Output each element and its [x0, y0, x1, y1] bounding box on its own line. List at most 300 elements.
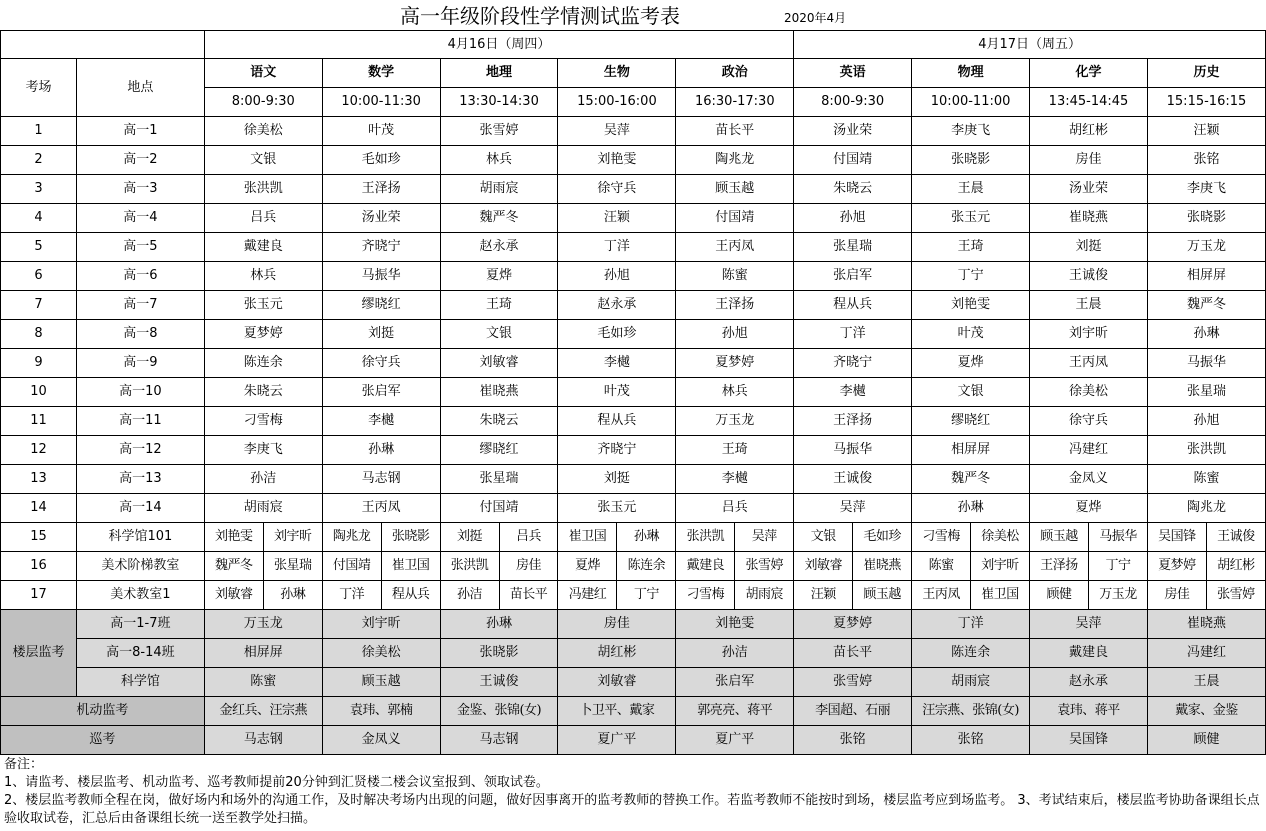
room-number: 12: [1, 436, 77, 465]
proctor-cell: 房佳: [1030, 146, 1148, 175]
time-header: 16:30-17:30: [676, 88, 794, 117]
proctor-cell: 王泽扬: [676, 291, 794, 320]
proctor-cell: 张星瑞: [263, 552, 322, 581]
day1-header: 4月16日（周四）: [204, 31, 793, 59]
room-location: 高一1: [76, 117, 204, 146]
floor-monitor-cell: 王晨: [1147, 668, 1265, 697]
floor-monitor-cell: 张启军: [676, 668, 794, 697]
proctor-cell: 夏烨: [912, 349, 1030, 378]
proctor-cell: 缪晓红: [912, 407, 1030, 436]
notes-title: 备注：: [4, 757, 44, 772]
proctor-cell: 李樾: [676, 465, 794, 494]
proctor-cell: 刘挺: [1030, 233, 1148, 262]
proctor-cell: 张雪婷: [735, 552, 794, 581]
subject-header: 历史: [1147, 59, 1265, 88]
page-date: 2020年4月: [784, 11, 847, 25]
room-number: 15: [1, 523, 77, 552]
proctor-cell: 顾玉越: [1030, 523, 1089, 552]
subject-header: 英语: [794, 59, 912, 88]
proctor-cell: 相屏屏: [912, 436, 1030, 465]
subject-header: 数学: [322, 59, 440, 88]
floor-monitor-label: 楼层监考: [1, 610, 77, 697]
proctor-cell: 张启军: [794, 262, 912, 291]
proctor-cell: 毛如珍: [322, 146, 440, 175]
time-header: 8:00-9:30: [204, 88, 322, 117]
floor-location: 科学馆: [76, 668, 204, 697]
schedule-body: [1, 31, 1266, 755]
floor-monitor-cell: 刘敏睿: [558, 668, 676, 697]
proctor-cell: 刘挺: [322, 320, 440, 349]
proctor-cell: 崔晓燕: [1030, 204, 1148, 233]
proctor-cell: 汤业荣: [794, 117, 912, 146]
proctor-cell: 徐守兵: [322, 349, 440, 378]
proctor-cell: 房佳: [1147, 581, 1206, 610]
floor-monitor-cell: 张雪婷: [794, 668, 912, 697]
proctor-cell: 戴建良: [204, 233, 322, 262]
proctor-cell: 夏烨: [558, 552, 617, 581]
proctor-cell: 苗长平: [499, 581, 558, 610]
mobile-monitor-cell: 卜卫平、戴家: [558, 697, 676, 726]
proctor-cell: 顾玉越: [853, 581, 912, 610]
table-row: [1, 349, 1266, 378]
day-header-row: [1, 31, 1266, 59]
proctor-cell: 张雪婷: [1206, 581, 1265, 610]
table-row: [1, 436, 1266, 465]
table-row: [1, 407, 1266, 436]
proctor-cell: 毛如珍: [558, 320, 676, 349]
subject-header: 语文: [204, 59, 322, 88]
proctor-cell: 朱晓云: [440, 407, 558, 436]
floor-monitor-cell: 戴建良: [1030, 639, 1148, 668]
proctor-cell: 陈蜜: [1147, 465, 1265, 494]
proctor-cell: 崔晓燕: [440, 378, 558, 407]
floor-monitor-cell: 丁洋: [912, 610, 1030, 639]
room-number: 1: [1, 117, 77, 146]
proctor-cell: 刘宇昕: [971, 552, 1030, 581]
proctor-cell: 刘敏睿: [794, 552, 853, 581]
floor-row: [1, 668, 1266, 697]
proctor-cell: 文银: [912, 378, 1030, 407]
room-location: 高一9: [76, 349, 204, 378]
room-location: 高一13: [76, 465, 204, 494]
table-row: [1, 291, 1266, 320]
proctor-cell: 魏严冬: [204, 552, 263, 581]
proctor-cell: 刘艳雯: [204, 523, 263, 552]
floor-monitor-cell: 张晓影: [440, 639, 558, 668]
proctor-cell: 刁雪梅: [912, 523, 971, 552]
proctor-cell: 孙琳: [617, 523, 676, 552]
time-header: 10:00-11:30: [322, 88, 440, 117]
proctor-cell: 张玉元: [912, 204, 1030, 233]
proctor-cell: 陶兆龙: [676, 146, 794, 175]
proctor-cell: 崔晓燕: [853, 552, 912, 581]
floor-monitor-cell: 刘艳雯: [676, 610, 794, 639]
proctor-cell: 徐守兵: [1030, 407, 1148, 436]
proctor-cell: 冯建红: [1030, 436, 1148, 465]
proctor-cell: 金凤义: [1030, 465, 1148, 494]
floor-location: 高一8-14班: [76, 639, 204, 668]
room-number: 7: [1, 291, 77, 320]
proctor-cell: 叶茂: [912, 320, 1030, 349]
table-row: [1, 320, 1266, 349]
proctor-cell: 张铭: [1147, 146, 1265, 175]
patrol-label: 巡考: [1, 726, 205, 755]
proctor-cell: 赵永承: [440, 233, 558, 262]
proctor-cell: 李樾: [322, 407, 440, 436]
proctor-cell: 张玉元: [204, 291, 322, 320]
mobile-monitor-cell: 袁玮、蒋平: [1030, 697, 1148, 726]
room-location: 高一3: [76, 175, 204, 204]
proctor-cell: 孙旭: [1147, 407, 1265, 436]
proctor-cell: 文银: [440, 320, 558, 349]
floor-row: [1, 610, 1266, 639]
proctor-cell: 张洪凯: [1147, 436, 1265, 465]
proctor-cell: 齐晓宁: [558, 436, 676, 465]
table-row: [1, 175, 1266, 204]
proctor-cell: 房佳: [499, 552, 558, 581]
patrol-cell: 夏广平: [676, 726, 794, 755]
floor-monitor-cell: 陈蜜: [204, 668, 322, 697]
room-number: 9: [1, 349, 77, 378]
proctor-cell: 张晓影: [912, 146, 1030, 175]
time-header: 13:45-14:45: [1030, 88, 1148, 117]
table-row: [1, 523, 1266, 552]
proctor-cell: 孙旭: [794, 204, 912, 233]
room-number: 8: [1, 320, 77, 349]
patrol-cell: 张铭: [912, 726, 1030, 755]
patrol-cell: 夏广平: [558, 726, 676, 755]
proctor-cell: 万玉龙: [676, 407, 794, 436]
proctor-cell: 刘宇昕: [263, 523, 322, 552]
proctor-cell: 吕兵: [204, 204, 322, 233]
proctor-cell: 李樾: [558, 349, 676, 378]
proctor-cell: 文银: [794, 523, 853, 552]
floor-monitor-cell: 孙洁: [676, 639, 794, 668]
proctor-cell: 崔卫国: [381, 552, 440, 581]
table-row: [1, 552, 1266, 581]
day2-header: 4月17日（周五）: [794, 31, 1266, 59]
floor-monitor-cell: 吴萍: [1030, 610, 1148, 639]
proctor-cell: 马振华: [1147, 349, 1265, 378]
proctor-cell: 孙琳: [912, 494, 1030, 523]
floor-monitor-cell: 赵永承: [1030, 668, 1148, 697]
patrol-cell: 顾健: [1147, 726, 1265, 755]
proctor-cell: 孙琳: [322, 436, 440, 465]
floor-monitor-cell: 陈连余: [912, 639, 1030, 668]
proctor-cell: 夏梦婷: [1147, 552, 1206, 581]
proctor-cell: 孙琳: [263, 581, 322, 610]
proctor-cell: 陶兆龙: [1147, 494, 1265, 523]
proctor-cell: 张洪凯: [440, 552, 499, 581]
proctor-cell: 付国靖: [322, 552, 381, 581]
proctor-cell: 王诚俊: [1206, 523, 1265, 552]
floor-monitor-cell: 徐美松: [322, 639, 440, 668]
floor-monitor-cell: 房佳: [558, 610, 676, 639]
proctor-cell: 戴建良: [676, 552, 735, 581]
proctor-cell: 陈蜜: [676, 262, 794, 291]
proctor-cell: 刁雪梅: [204, 407, 322, 436]
proctor-cell: 付国靖: [794, 146, 912, 175]
note-2: 2、楼层监考教师全程在岗，做好场内和场外的沟通工作，及时解决考场内出现的问题，做好因事离开的监考教师的替换工作。若监考教师不能按时到场，楼层监考应到场监考。 3、考试结束后，楼层监考协助备课组长点验收取试卷，汇总后由备课组长统一送至教学处扫描。: [4, 793, 1260, 826]
proctor-cell: 吴萍: [558, 117, 676, 146]
proctor-cell: 胡雨宸: [440, 175, 558, 204]
time-header: 15:00-16:00: [558, 88, 676, 117]
proctor-cell: 马振华: [794, 436, 912, 465]
table-row: [1, 233, 1266, 262]
proctor-cell: 刘艳雯: [912, 291, 1030, 320]
room-number: 17: [1, 581, 77, 610]
room-location: 高一5: [76, 233, 204, 262]
proctor-cell: 缪晓红: [322, 291, 440, 320]
floor-monitor-cell: 顾玉越: [322, 668, 440, 697]
proctor-cell: 刘敏睿: [204, 581, 263, 610]
proctor-cell: 刘敏睿: [440, 349, 558, 378]
room-location: 高一8: [76, 320, 204, 349]
subject-header: 化学: [1030, 59, 1148, 88]
proctor-cell: 林兵: [676, 378, 794, 407]
proctor-cell: 王丙凤: [1030, 349, 1148, 378]
proctor-cell: 朱晓云: [204, 378, 322, 407]
mobile-monitor-cell: 汪宗燕、张锦(女): [912, 697, 1030, 726]
proctor-cell: 吴萍: [794, 494, 912, 523]
proctor-cell: 程从兵: [794, 291, 912, 320]
proctor-cell: 徐美松: [971, 523, 1030, 552]
proctor-cell: 丁宁: [617, 581, 676, 610]
room-location: 高一11: [76, 407, 204, 436]
proctor-cell: 陶兆龙: [322, 523, 381, 552]
proctor-cell: 王丙凤: [676, 233, 794, 262]
proctor-cell: 丁洋: [558, 233, 676, 262]
time-header: 8:00-9:30: [794, 88, 912, 117]
proctor-cell: 夏烨: [440, 262, 558, 291]
table-row: [1, 494, 1266, 523]
proctor-cell: 胡红彬: [1030, 117, 1148, 146]
proctor-cell: 马志钢: [322, 465, 440, 494]
room-location: 美术教室1: [76, 581, 204, 610]
table-row: [1, 378, 1266, 407]
proctor-cell: 相屏屏: [1147, 262, 1265, 291]
table-row: [1, 465, 1266, 494]
floor-monitor-cell: 王诚俊: [440, 668, 558, 697]
proctor-cell: 付国靖: [676, 204, 794, 233]
subject-row: [1, 59, 1266, 88]
proctor-cell: 刘挺: [440, 523, 499, 552]
proctor-cell: 孙旭: [558, 262, 676, 291]
proctor-cell: 刘挺: [558, 465, 676, 494]
time-header: 13:30-14:30: [440, 88, 558, 117]
proctor-cell: 孙琳: [1147, 320, 1265, 349]
proctor-cell: 李庚飞: [204, 436, 322, 465]
proctor-cell: 夏烨: [1030, 494, 1148, 523]
room-number: 10: [1, 378, 77, 407]
proctor-cell: 胡雨宸: [204, 494, 322, 523]
room-number: 4: [1, 204, 77, 233]
proctor-cell: 文银: [204, 146, 322, 175]
mobile-monitor-cell: 郭亮亮、蒋平: [676, 697, 794, 726]
table-row: [1, 204, 1266, 233]
patrol-cell: 张铭: [794, 726, 912, 755]
notes: [4, 756, 1262, 828]
proctor-cell: 魏严冬: [440, 204, 558, 233]
floor-monitor-cell: 胡红彬: [558, 639, 676, 668]
proctor-cell: 王丙凤: [912, 581, 971, 610]
mobile-monitor-cell: 金红兵、汪宗燕: [204, 697, 322, 726]
proctor-cell: 王泽扬: [322, 175, 440, 204]
room-location: 科学馆101: [76, 523, 204, 552]
proctor-cell: 吴国锋: [1147, 523, 1206, 552]
proctor-cell: 胡红彬: [1206, 552, 1265, 581]
mobile-monitor-cell: 戴家、金鉴: [1147, 697, 1265, 726]
proctor-cell: 夏梦婷: [204, 320, 322, 349]
proctor-cell: 万玉龙: [1147, 233, 1265, 262]
proctor-cell: 徐美松: [1030, 378, 1148, 407]
proctor-cell: 万玉龙: [1088, 581, 1147, 610]
proctor-cell: 刘宇昕: [1030, 320, 1148, 349]
schedule-table: [0, 30, 1266, 755]
proctor-cell: 孙洁: [440, 581, 499, 610]
proctor-cell: 丁宁: [1088, 552, 1147, 581]
room-number: 16: [1, 552, 77, 581]
mobile-monitor-cell: 李国超、石丽: [794, 697, 912, 726]
proctor-cell: 张晓影: [381, 523, 440, 552]
patrol-row: [1, 726, 1266, 755]
proctor-cell: 崔卫国: [971, 581, 1030, 610]
proctor-cell: 刁雪梅: [676, 581, 735, 610]
table-row: [1, 146, 1266, 175]
proctor-cell: 缪晓红: [440, 436, 558, 465]
proctor-cell: 孙旭: [676, 320, 794, 349]
proctor-cell: 王晨: [912, 175, 1030, 204]
proctor-cell: 孙洁: [204, 465, 322, 494]
time-header: 10:00-11:00: [912, 88, 1030, 117]
table-row: [1, 581, 1266, 610]
floor-monitor-cell: 苗长平: [794, 639, 912, 668]
proctor-cell: 汪颖: [558, 204, 676, 233]
patrol-cell: 吴国锋: [1030, 726, 1148, 755]
proctor-cell: 丁洋: [794, 320, 912, 349]
proctor-cell: 赵永承: [558, 291, 676, 320]
proctor-cell: 张洪凯: [676, 523, 735, 552]
proctor-cell: 陈蜜: [912, 552, 971, 581]
proctor-cell: 叶茂: [322, 117, 440, 146]
patrol-cell: 马志钢: [440, 726, 558, 755]
room-location: 高一2: [76, 146, 204, 175]
room-number: 6: [1, 262, 77, 291]
proctor-cell: 王晨: [1030, 291, 1148, 320]
proctor-cell: 魏严冬: [912, 465, 1030, 494]
floor-monitor-cell: 相屏屏: [204, 639, 322, 668]
proctor-cell: 毛如珍: [853, 523, 912, 552]
proctor-cell: 张玉元: [558, 494, 676, 523]
proctor-cell: 吕兵: [676, 494, 794, 523]
proctor-cell: 程从兵: [558, 407, 676, 436]
proctor-cell: 李樾: [794, 378, 912, 407]
room-col-header: 考场: [1, 59, 77, 117]
subject-header: 物理: [912, 59, 1030, 88]
proctor-cell: 张星瑞: [440, 465, 558, 494]
proctor-cell: 夏梦婷: [676, 349, 794, 378]
subject-header: 生物: [558, 59, 676, 88]
note-1: 1、请监考、楼层监考、机动监考、巡考教师提前20分钟到汇贤楼二楼会议室报到、领取试卷。: [4, 775, 549, 790]
proctor-cell: 马振华: [322, 262, 440, 291]
room-location: 高一7: [76, 291, 204, 320]
proctor-cell: 李庚飞: [1147, 175, 1265, 204]
proctor-cell: 顾健: [1030, 581, 1089, 610]
mobile-monitor-cell: 袁玮、郭楠: [322, 697, 440, 726]
table-row: [1, 117, 1266, 146]
proctor-cell: 王泽扬: [794, 407, 912, 436]
proctor-cell: 付国靖: [440, 494, 558, 523]
proctor-cell: 马振华: [1088, 523, 1147, 552]
location-col-header: 地点: [76, 59, 204, 117]
room-number: 11: [1, 407, 77, 436]
proctor-cell: 徐美松: [204, 117, 322, 146]
floor-monitor-cell: 胡雨宸: [912, 668, 1030, 697]
proctor-cell: 齐晓宁: [794, 349, 912, 378]
proctor-cell: 胡雨宸: [735, 581, 794, 610]
proctor-cell: 苗长平: [676, 117, 794, 146]
proctor-cell: 朱晓云: [794, 175, 912, 204]
page-title: 高一年级阶段性学情测试监考表: [400, 4, 680, 28]
floor-monitor-cell: 冯建红: [1147, 639, 1265, 668]
proctor-cell: 汪颖: [1147, 117, 1265, 146]
floor-monitor-cell: 刘宇昕: [322, 610, 440, 639]
proctor-cell: 张晓影: [1147, 204, 1265, 233]
floor-monitor-cell: 崔晓燕: [1147, 610, 1265, 639]
subject-header: 政治: [676, 59, 794, 88]
patrol-cell: 马志钢: [204, 726, 322, 755]
room-location: 美术阶梯教室: [76, 552, 204, 581]
room-location: 高一14: [76, 494, 204, 523]
room-location: 高一4: [76, 204, 204, 233]
proctor-cell: 王丙凤: [322, 494, 440, 523]
proctor-cell: 王琦: [440, 291, 558, 320]
room-number: 3: [1, 175, 77, 204]
proctor-cell: 崔卫国: [558, 523, 617, 552]
proctor-cell: 王琦: [912, 233, 1030, 262]
proctor-cell: 张启军: [322, 378, 440, 407]
proctor-cell: 汤业荣: [1030, 175, 1148, 204]
proctor-cell: 李庚飞: [912, 117, 1030, 146]
proctor-cell: 王诚俊: [1030, 262, 1148, 291]
proctor-cell: 张雪婷: [440, 117, 558, 146]
proctor-cell: 张洪凯: [204, 175, 322, 204]
room-number: 2: [1, 146, 77, 175]
proctor-cell: 吴萍: [735, 523, 794, 552]
proctor-cell: 陈连余: [204, 349, 322, 378]
proctor-cell: 徐守兵: [558, 175, 676, 204]
room-location: 高一12: [76, 436, 204, 465]
floor-monitor-cell: 万玉龙: [204, 610, 322, 639]
mobile-monitor-label: 机动监考: [1, 697, 205, 726]
floor-monitor-cell: 孙琳: [440, 610, 558, 639]
proctor-cell: 吕兵: [499, 523, 558, 552]
proctor-cell: 冯建红: [558, 581, 617, 610]
proctor-cell: 齐晓宁: [322, 233, 440, 262]
proctor-cell: 汤业荣: [322, 204, 440, 233]
floor-row: [1, 639, 1266, 668]
floor-location: 高一1-7班: [76, 610, 204, 639]
proctor-cell: 王诚俊: [794, 465, 912, 494]
floor-monitor-cell: 夏梦婷: [794, 610, 912, 639]
proctor-cell: 王泽扬: [1030, 552, 1089, 581]
proctor-cell: 王琦: [676, 436, 794, 465]
table-row: [1, 262, 1266, 291]
proctor-cell: 叶茂: [558, 378, 676, 407]
room-location: 高一10: [76, 378, 204, 407]
proctor-cell: 丁宁: [912, 262, 1030, 291]
room-number: 5: [1, 233, 77, 262]
